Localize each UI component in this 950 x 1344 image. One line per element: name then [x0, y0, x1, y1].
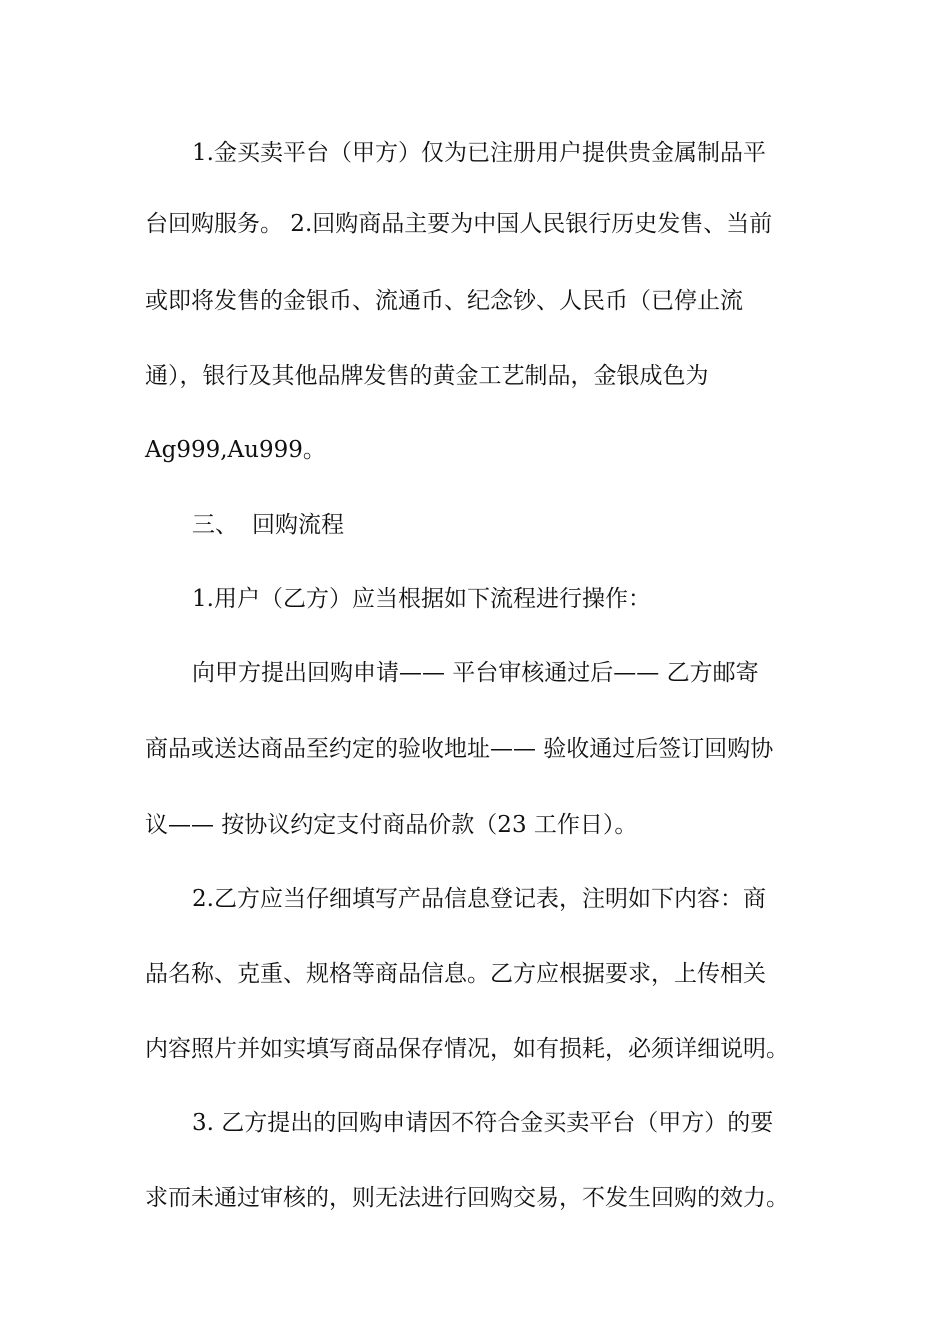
paragraph-1-line-3: 或即将发售的金银币、流通币、纪念钞、人民币（已停止流 — [145, 288, 743, 314]
paragraph-1-line-5: Ag999,Au999。 — [145, 437, 326, 463]
step-2-line-1: 2.乙方应当仔细填写产品信息登记表，注明如下内容：商 — [192, 886, 766, 912]
step-1-intro: 1.用户（乙方）应当根据如下流程进行操作： — [192, 586, 651, 612]
paragraph-1-line-2: 台回购服务。 2.回购商品主要为中国人民银行历史发售、当前 — [145, 211, 773, 237]
section-heading-title: 回购流程 — [252, 512, 344, 538]
section-heading-number: 三、 — [192, 512, 238, 538]
step-2-line-3: 内容照片并如实填写商品保存情况，如有损耗，必须详细说明。 — [145, 1036, 789, 1062]
step-3-line-2: 求而未通过审核的，则无法进行回购交易，不发生回购的效力。 — [145, 1185, 789, 1211]
step-3-line-1: 3. 乙方提出的回购申请因不符合金买卖平台（甲方）的要 — [192, 1110, 774, 1136]
paragraph-1-line-4: 通），银行及其他品牌发售的黄金工艺制品，金银成色为 — [145, 363, 709, 389]
paragraph-1-line-1: 1.金买卖平台（甲方）仅为已注册用户提供贵金属制品平 — [192, 140, 766, 166]
process-line-1: 向甲方提出回购申请—— 平台审核通过后—— 乙方邮寄 — [192, 660, 759, 686]
process-line-2: 商品或送达商品至约定的验收地址—— 验收通过后签订回购协 — [145, 736, 774, 762]
step-2-line-2: 品名称、克重、规格等商品信息。乙方应根据要求，上传相关 — [145, 961, 766, 987]
process-line-3: 议—— 按协议约定支付商品价款（23 工作日）。 — [145, 812, 638, 838]
